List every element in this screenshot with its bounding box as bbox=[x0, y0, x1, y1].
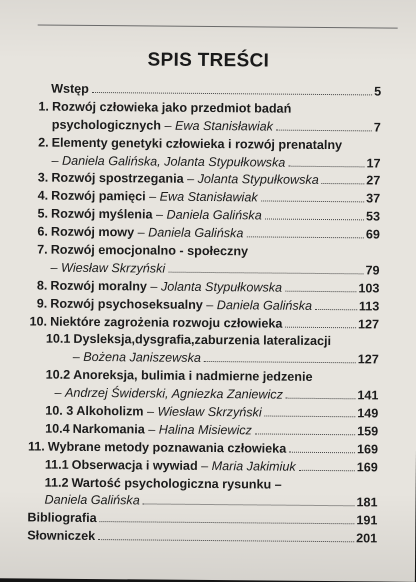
toc-title: Wybrane metody poznawania człowieka bbox=[47, 439, 287, 456]
toc-page-number: 141 bbox=[357, 388, 379, 403]
toc-number: 8. bbox=[36, 278, 48, 293]
table-of-contents bbox=[27, 80, 381, 548]
toc-separator: – bbox=[51, 153, 63, 168]
toc-author: Jolanta Stypułkowska bbox=[197, 172, 319, 188]
toc-title: Wartość psychologiczna rysunku – bbox=[71, 475, 282, 492]
dot-leader bbox=[288, 165, 364, 167]
toc-page-number: 149 bbox=[357, 406, 379, 421]
toc-page-number: 127 bbox=[358, 316, 380, 332]
dot-leader bbox=[299, 470, 355, 471]
toc-number: 3. bbox=[37, 170, 49, 186]
dot-leader bbox=[285, 326, 356, 328]
dot-leader bbox=[286, 398, 356, 400]
toc-page-number: 53 bbox=[365, 209, 381, 224]
toc-page-number: 5 bbox=[374, 84, 382, 99]
toc-title: Rozwój pamięci bbox=[51, 188, 146, 204]
dot-leader bbox=[322, 183, 365, 184]
toc-page-number: 103 bbox=[358, 281, 380, 296]
toc-number: 7. bbox=[37, 242, 48, 257]
toc-entry-1 bbox=[31, 98, 381, 137]
toc-number: 9. bbox=[36, 296, 48, 311]
toc-title: Obserwacja i wywiad bbox=[71, 457, 198, 473]
toc-author: Daniela Galińska bbox=[216, 297, 313, 313]
toc-page-number: 79 bbox=[365, 263, 380, 278]
toc-page-number: 113 bbox=[358, 299, 380, 314]
toc-number: 10. 3 bbox=[45, 403, 74, 418]
dot-leader bbox=[265, 219, 364, 221]
toc-author: Ewa Stanisławiak bbox=[174, 118, 274, 134]
toc-entry-7 bbox=[29, 241, 379, 280]
toc-title: Bibliografia bbox=[27, 510, 97, 526]
dot-leader bbox=[261, 201, 364, 203]
dot-leader bbox=[98, 539, 354, 542]
toc-title: Rozwój myślenia bbox=[50, 206, 153, 222]
toc-page-number: 201 bbox=[356, 531, 378, 546]
dot-leader bbox=[289, 452, 355, 454]
toc-page-number: 27 bbox=[366, 173, 381, 188]
dot-leader bbox=[246, 236, 363, 238]
dot-leader bbox=[265, 416, 356, 418]
toc-title: psychologicznych bbox=[51, 117, 162, 133]
toc-separator: – bbox=[143, 404, 158, 419]
toc-number: 5. bbox=[37, 206, 49, 221]
toc-page-number: 37 bbox=[366, 191, 381, 206]
toc-title: Anoreksja, bulimia i nadmierne jedzenie bbox=[73, 368, 313, 385]
toc-separator: – bbox=[202, 297, 217, 312]
page-title: SPIS TREŚCI bbox=[147, 49, 270, 72]
toc-title: Narkomania bbox=[72, 421, 145, 437]
toc-separator: – bbox=[152, 207, 167, 222]
toc-separator: – bbox=[144, 422, 159, 437]
toc-author: Daniela Galińska, Jolanta Stypułkowska bbox=[61, 153, 286, 170]
toc-separator: – bbox=[72, 350, 84, 365]
toc-author: Wiesław Skrzyński bbox=[157, 404, 262, 420]
toc-number: 11. bbox=[27, 439, 45, 454]
toc-title: Rozwój psychoseksualny bbox=[50, 296, 203, 312]
dot-leader bbox=[315, 309, 357, 310]
toc-author: Andrzej Świderski, Agniezka Zaniewicz bbox=[64, 385, 283, 402]
toc-title: Rozwój człowieka jako przedmiot badań bbox=[51, 99, 292, 116]
toc-number: 10. bbox=[29, 314, 48, 329]
toc-number: 11.2 bbox=[44, 475, 69, 490]
toc-title: Rozwój spostrzegania bbox=[51, 171, 184, 187]
toc-number: 1. bbox=[38, 99, 50, 114]
toc-author: Ewa Stanisławiak bbox=[159, 189, 258, 205]
toc-title: Rozwój emocjonalno - społeczny bbox=[50, 242, 249, 259]
toc-entry-2 bbox=[30, 134, 380, 173]
toc-title: Dysleksja,dysgrafia,zaburzenia lateralizacji bbox=[73, 332, 332, 349]
toc-title: Niektóre zagrożenia rozwoju człowieka bbox=[50, 314, 283, 331]
toc-number: 11.1 bbox=[44, 457, 69, 472]
toc-separator: – bbox=[134, 225, 149, 240]
toc-title: Elementy genetyki człowieka i rozwój prenatalny bbox=[51, 135, 343, 152]
toc-title: Wstęp bbox=[51, 81, 89, 96]
toc-entry-11-2 bbox=[27, 474, 377, 513]
dot-leader bbox=[255, 433, 355, 435]
toc-separator: – bbox=[54, 385, 66, 400]
toc-page-number: 69 bbox=[365, 227, 380, 242]
toc-separator: – bbox=[183, 172, 198, 187]
toc-author: Halina Misiewicz bbox=[158, 422, 252, 438]
toc-number: 10.2 bbox=[45, 367, 71, 383]
dot-leader bbox=[143, 504, 355, 507]
toc-number: 10.4 bbox=[45, 421, 70, 436]
toc-author: Jolanta Stypułkowska bbox=[160, 279, 283, 295]
toc-separator: – bbox=[50, 260, 62, 275]
dot-leader bbox=[285, 290, 356, 292]
toc-number: 4. bbox=[37, 188, 49, 203]
toc-author: Wiesław Skrzyński bbox=[61, 260, 166, 276]
toc-author: Daniela Galińska bbox=[44, 493, 140, 508]
toc-entry-10-1 bbox=[29, 331, 379, 370]
toc-page-number: 7 bbox=[373, 120, 381, 135]
toc-separator: – bbox=[197, 458, 212, 473]
dot-leader bbox=[92, 92, 372, 95]
dot-leader bbox=[276, 129, 372, 131]
toc-page-number: 17 bbox=[366, 155, 381, 171]
toc-separator: – bbox=[160, 118, 176, 133]
toc-number: 2. bbox=[38, 135, 49, 150]
toc-author: Daniela Galińska bbox=[166, 207, 262, 223]
toc-number: 6. bbox=[37, 224, 48, 239]
toc-separator: – bbox=[146, 279, 162, 294]
toc-entry-slowniczek bbox=[27, 528, 377, 549]
dot-leader bbox=[100, 521, 355, 524]
toc-page-number: 169 bbox=[356, 460, 378, 475]
dot-leader bbox=[168, 272, 363, 275]
toc-page-number: 181 bbox=[356, 495, 378, 510]
toc-page-number: 169 bbox=[356, 442, 379, 457]
toc-number: 10.1 bbox=[45, 332, 71, 347]
toc-author: Daniela Galińska bbox=[148, 225, 244, 241]
toc-title: Rozwój moralny bbox=[50, 278, 148, 294]
toc-title: Rozwój mowy bbox=[50, 224, 135, 240]
toc-author: Bożena Janiszewska bbox=[83, 350, 201, 366]
header-rule bbox=[38, 25, 398, 29]
toc-author: Maria Jakimiuk bbox=[211, 458, 296, 474]
toc-page-number: 159 bbox=[357, 424, 379, 439]
toc-title: Słowniczek bbox=[27, 528, 96, 544]
toc-separator: – bbox=[145, 189, 160, 204]
toc-page-number: 191 bbox=[356, 513, 378, 528]
toc-page-number: 127 bbox=[357, 352, 379, 367]
toc-entry-10-2 bbox=[28, 367, 378, 406]
dot-leader bbox=[204, 361, 356, 363]
toc-title: Alkoholizm bbox=[76, 403, 144, 419]
